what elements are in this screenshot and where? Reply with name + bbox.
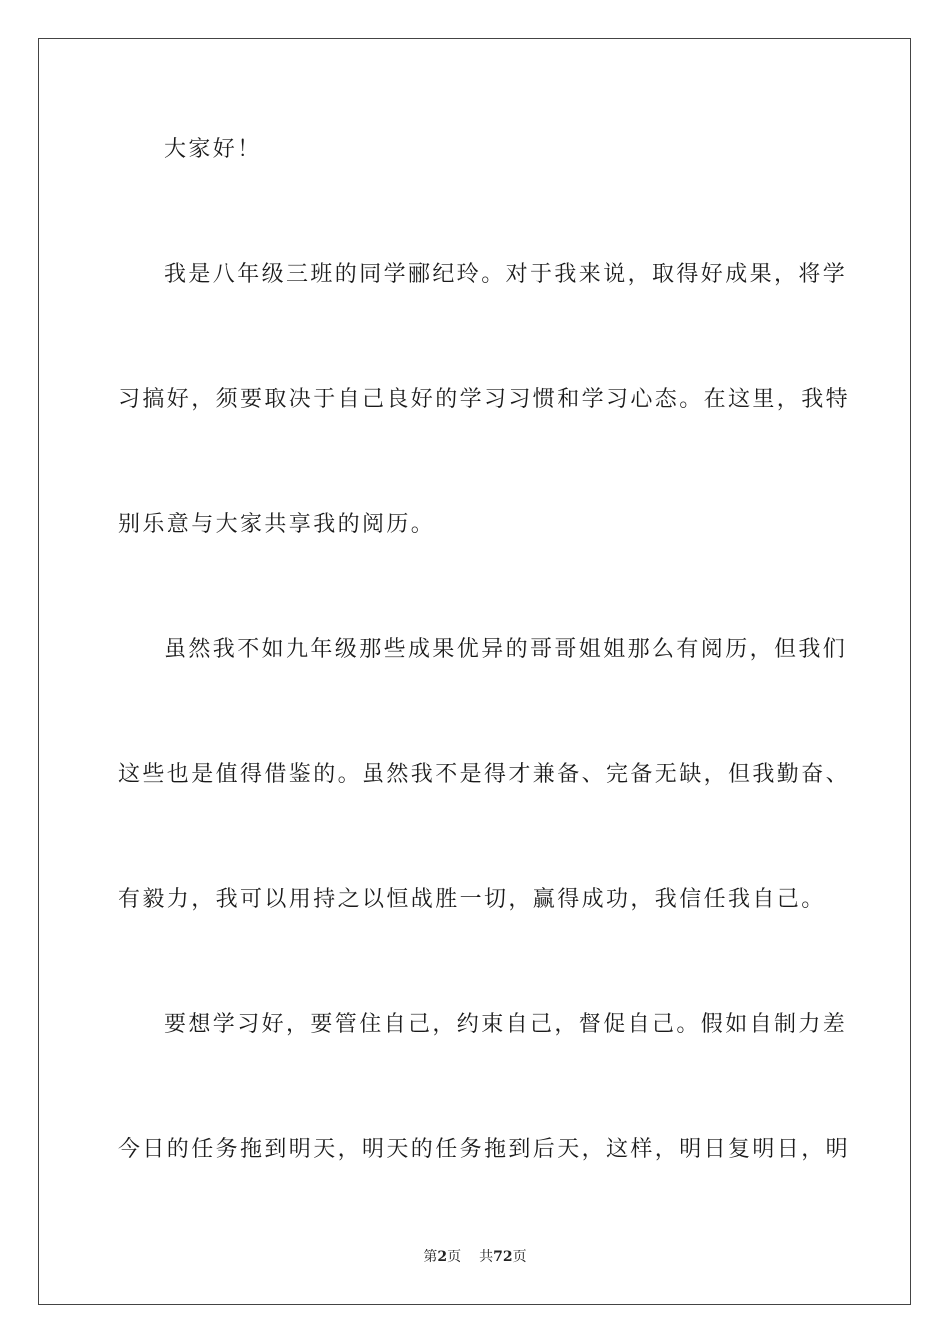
paragraph-2-line-3: 有毅力，我可以用持之以恒战胜一切，赢得成功，我信任我自己。 <box>118 887 826 912</box>
page-suffix: 页 <box>447 1249 462 1265</box>
page-footer <box>0 1248 950 1266</box>
paragraph-3-line-1: 要想学习好，要管住自己，约束自己，督促自己。假如自制力差 <box>164 1012 848 1037</box>
paragraph-2-line-1: 虽然我不如九年级那些成果优异的哥哥姐姐那么有阅历，但我们 <box>164 637 848 662</box>
page-prefix: 第 <box>423 1249 438 1265</box>
paragraph-1-line-1: 我是八年级三班的同学郦纪玲。对于我来说，取得好成果，将学 <box>164 262 848 287</box>
total-pages: 72 <box>493 1249 513 1265</box>
greeting-line: 大家好！ <box>164 137 262 162</box>
total-prefix: 共 <box>479 1249 494 1265</box>
total-suffix: 页 <box>512 1249 527 1265</box>
paragraph-3-line-2: 今日的任务拖到明天，明天的任务拖到后天，这样，明日复明日，明 <box>118 1137 851 1162</box>
paragraph-1-line-2: 习搞好，须要取决于自己良好的学习习惯和学习心态。在这里，我特 <box>118 387 851 412</box>
page-border <box>38 38 911 1305</box>
page-number: 2 <box>437 1249 448 1265</box>
paragraph-1-line-3: 别乐意与大家共享我的阅历。 <box>118 512 436 537</box>
paragraph-2-line-2: 这些也是值得借鉴的。虽然我不是得才兼备、完备无缺，但我勤奋、 <box>118 762 851 787</box>
